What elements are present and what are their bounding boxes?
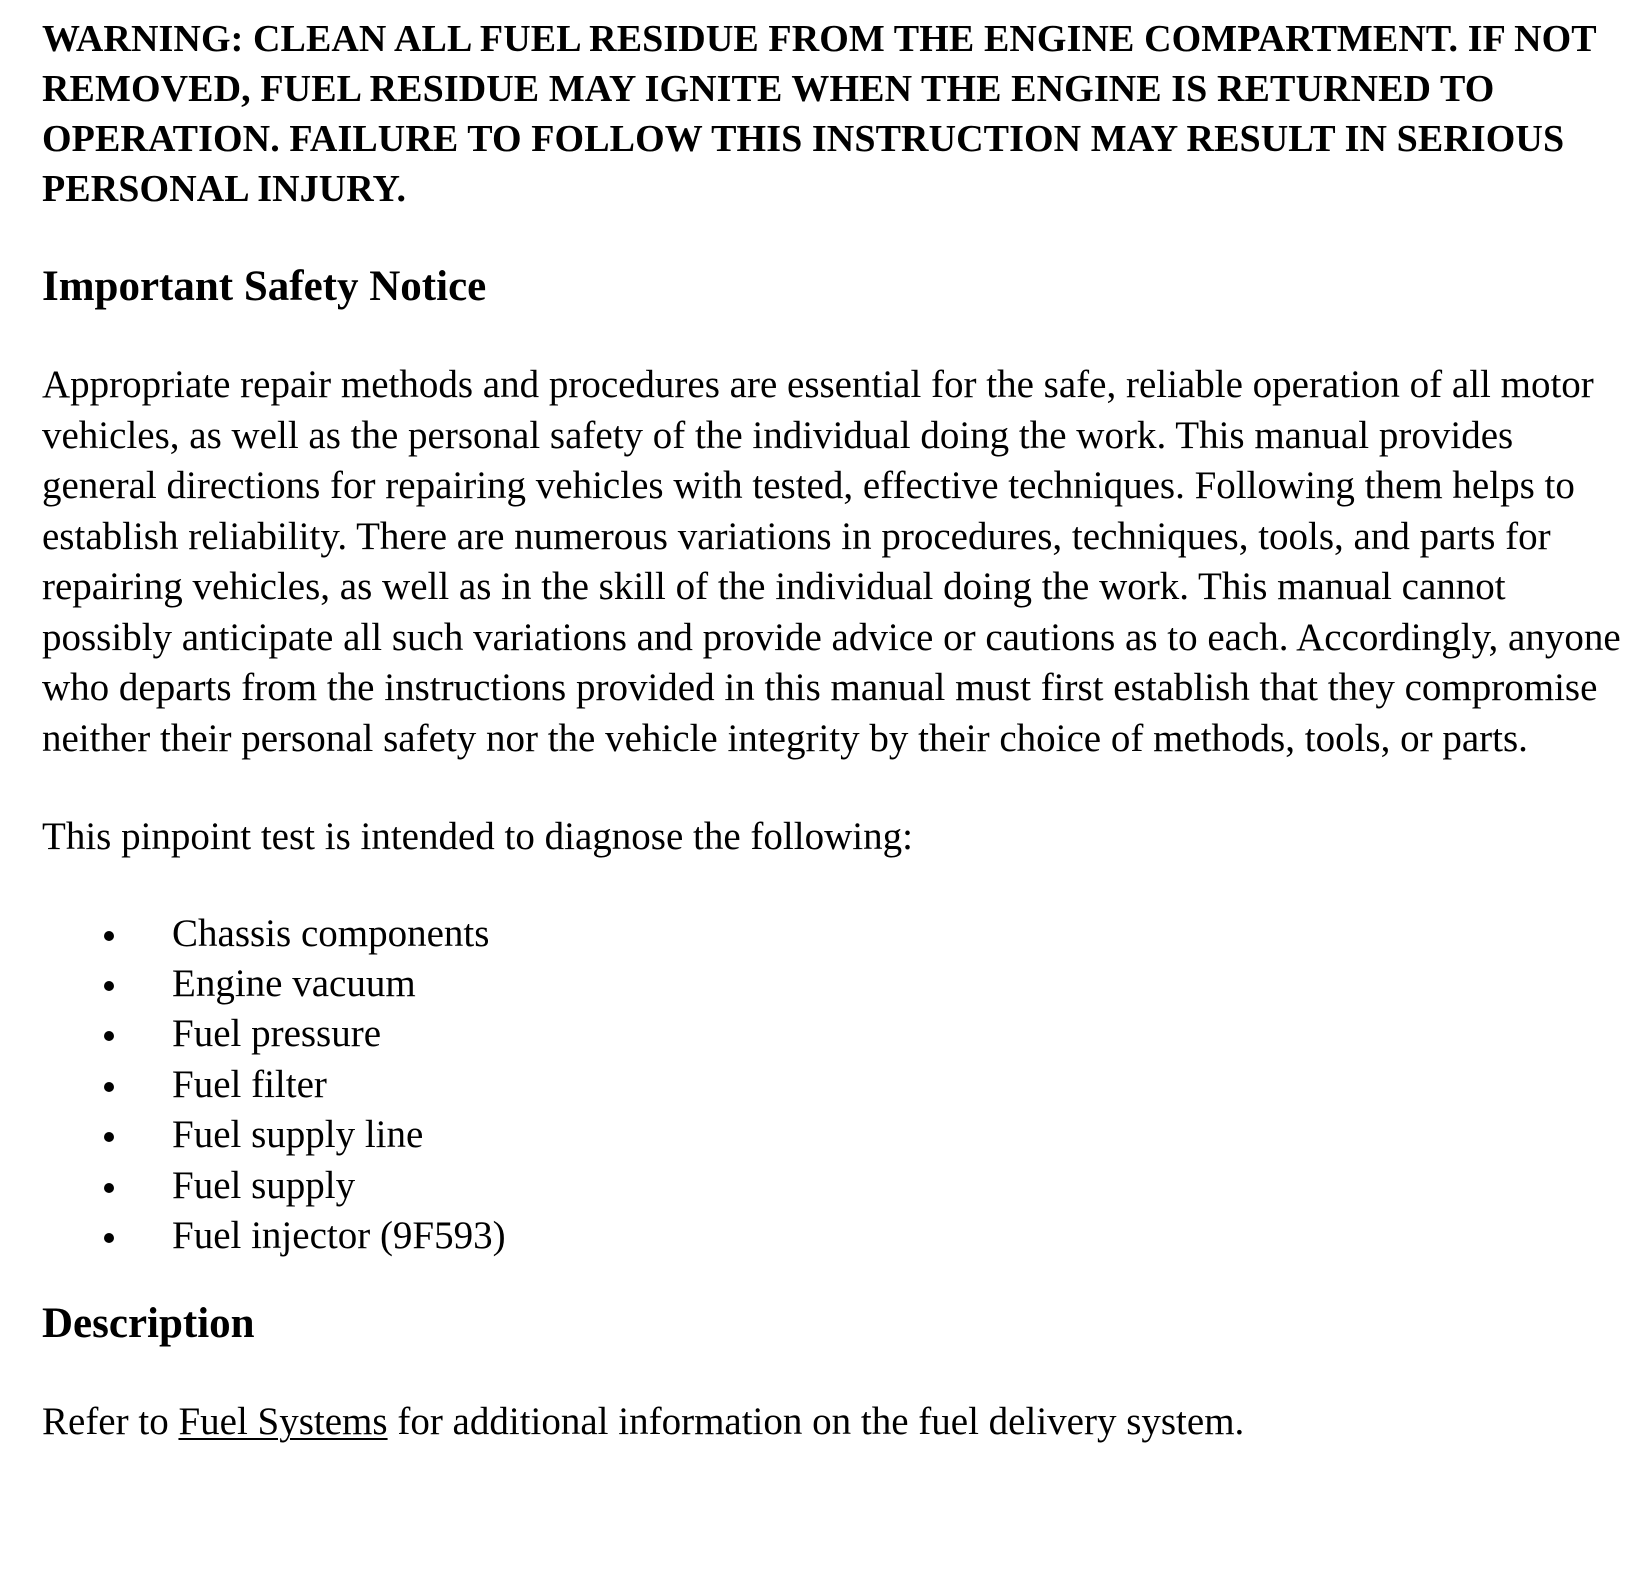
fuel-systems-link[interactable]: Fuel Systems (178, 1400, 388, 1444)
bullet-icon (104, 1082, 114, 1092)
diagnose-list (42, 909, 1622, 1262)
description-heading: Description (42, 1300, 255, 1348)
bullet-icon (104, 931, 114, 941)
description-paragraph (42, 1397, 1622, 1448)
bullet-icon (104, 981, 114, 991)
list-item-label: Fuel supply line (172, 1113, 424, 1157)
list-item (42, 1110, 1622, 1160)
bullet-icon (104, 1031, 114, 1041)
list-item-label: Fuel supply (172, 1163, 356, 1207)
pinpoint-intro: This pinpoint test is intended to diagnose the following: (42, 815, 913, 858)
list-item (42, 1161, 1622, 1211)
list-item-label: Chassis components (172, 911, 490, 955)
list-item-label: Engine vacuum (172, 961, 416, 1005)
description-suffix: for additional information on the fuel delivery system. (387, 1400, 1245, 1444)
list-item-label: Fuel pressure (172, 1012, 382, 1056)
bullet-icon (104, 1132, 114, 1142)
list-item-label: Fuel injector (9F593) (172, 1213, 506, 1257)
safety-notice-heading: Important Safety Notice (42, 263, 487, 310)
bullet-icon (104, 1183, 114, 1193)
list-item-label: Fuel filter (172, 1062, 327, 1106)
list-item (42, 1211, 1622, 1261)
warning-text: WARNING: CLEAN ALL FUEL RESIDUE FROM THE ENGINE COMPARTMENT. IF NOT REMOVED, FUEL RESIDUE MAY IGNITE WHEN THE ENGINE IS RETURNED TO OPERATION. FAILURE TO FOLLOW THIS INSTRUCTION MAY RESULT IN SERIOUS PERSONAL INJURY. (42, 18, 1597, 210)
document-page (42, 14, 1622, 1448)
bullet-icon (104, 1233, 114, 1243)
description-prefix: Refer to (42, 1400, 179, 1444)
safety-notice-paragraph: Appropriate repair methods and procedures are essential for the safe, reliable operation of all motor vehicles, as well as the personal safety of the individual doing the work. This manual provides general directions for repairing vehicles with tested, effective techniques. Following them helps to establish reliability. There are numerous variations in procedures, techniques, tools, and parts for repairing vehicles, as well as in the skill of the individual doing the work. This manual cannot possibly anticipate all such variations and provide advice or cautions as to each. Accordingly, anyone who departs from the instructions provided in this manual must first establish that they compromise neither their personal safety nor the vehicle integrity by their choice of methods, tools, or parts. (42, 363, 1621, 760)
list-item (42, 1060, 1622, 1110)
list-item (42, 909, 1622, 959)
list-item (42, 959, 1622, 1009)
list-item (42, 1009, 1622, 1059)
